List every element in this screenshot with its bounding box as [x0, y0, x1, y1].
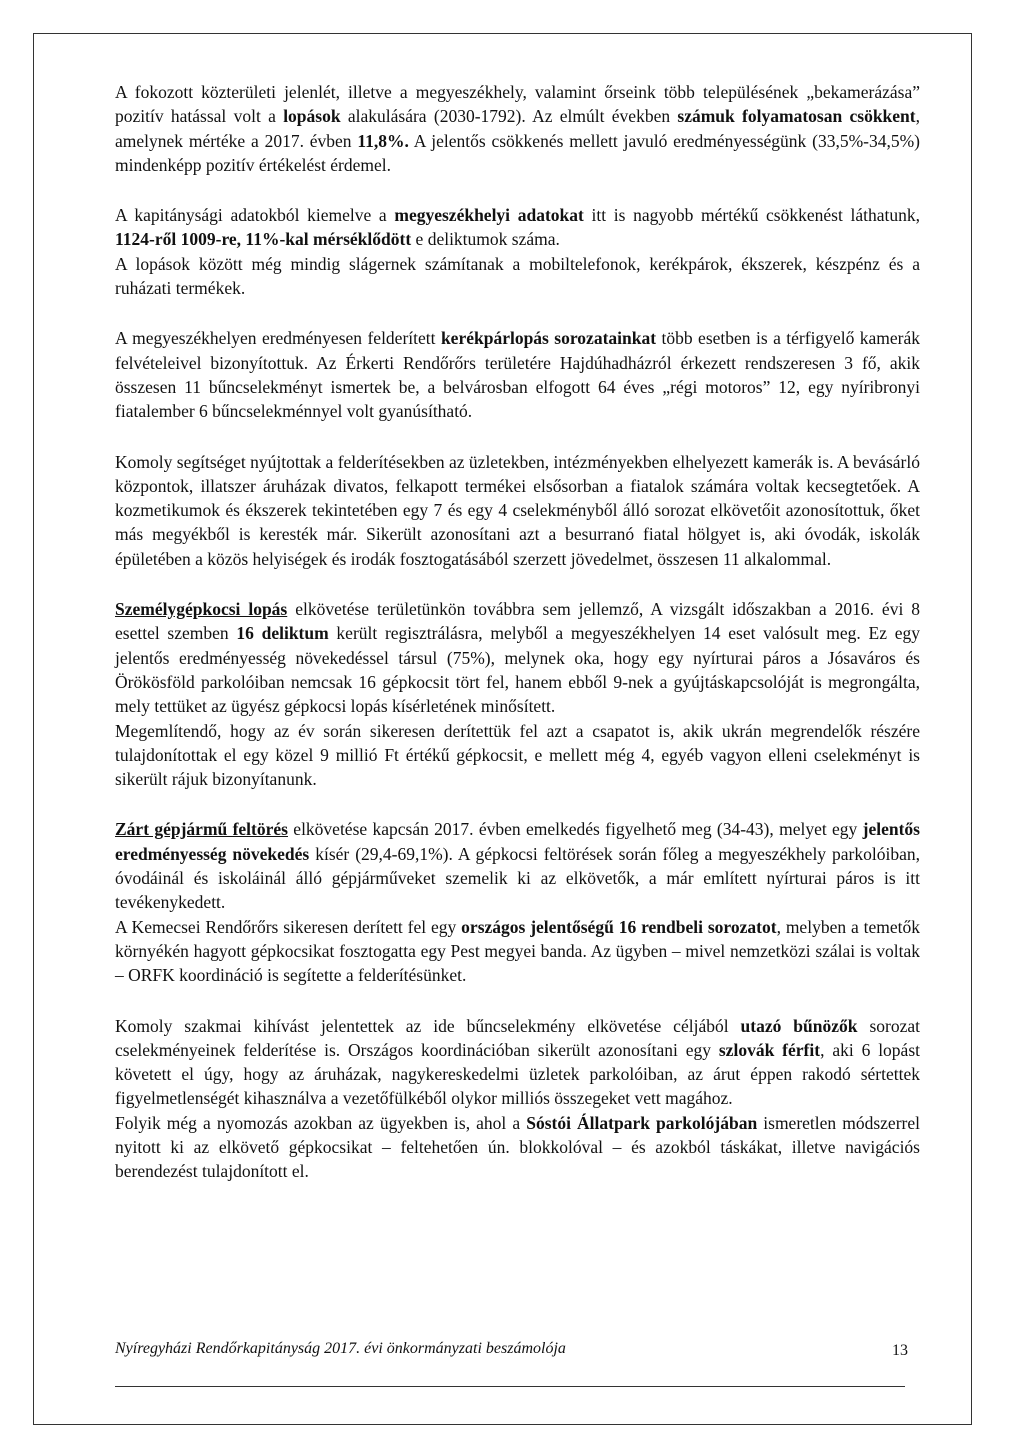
- paragraph-vehicle-breakin: Zárt gépjármű feltörés elkövetése kapcsán 2017. évben emelkedés figyelhető meg (34-43), melyet egy jelentős eredményesség növekedés kísér (29,4-69,1%). A gépkocsi feltörések során főleg a megyeszékhely parkolóiban, óvodáinál és iskoláinál álló gépjárműveket szemelik ki az elkövetők, a már említett nyírturai páros is itt tevékenykedett.: [115, 819, 920, 913]
- paragraph-travelling-criminals: Komoly szakmai kihívást jelentettek az ide bűncselekmény elkövetése céljából utazó bűnözők sorozat cselekményeinek felderítése is. Országos koordinációban sikerült azonosítani egy szlovák férfit, aki 6 lopást követett el úgy, hogy az áruházak, nagykereskedelmi üzletek parkolóiban, az árut éppen rakodó sértettek figyelmetlenségét kihasználva a vezetőfülkéből olykor milliós összegeket vett magához.: [115, 1015, 920, 1109]
- paragraph-county-seat-data: A kapitánysági adatokból kiemelve a megyeszékhelyi adatokat itt is nagyobb mértékű csökkenést láthatunk, 1124-ről 1009-re, 11%-kal mérséklődött e deliktumok száma.: [115, 205, 920, 250]
- page-number: 13: [892, 1342, 908, 1359]
- paragraph-bicycle-thefts: A megyeszékhelyen eredményesen felderített kerékpárlopás sorozatainkat több esetben is a térfigyelő kamerák felvételeivel bizonyítottuk. Az Érkerti Rendőrőrs területére Hajdúhadházról érkezett rendszeresen 3 fő, akik összesen 11 bűncselekményt ismertek be, a belvárosban elfogott 64 éves „régi motoros” 12, egy nyíribronyi fiatalember 6 bűncselekménnyel volt gyanúsítható.: [115, 328, 920, 422]
- paragraph-thefts-overview: A fokozott közterületi jelenlét, illetve a megyeszékhely, valamint őrseink több településének „bekamerázása” pozitív hatással volt a lopások alakulására (2030-1792). Az elmúlt években számuk folyamatosan csökkent, amelynek mértéke a 2017. évben 11,8%. A jelentős csökkenés mellett javuló eredményességünk (33,5%-34,5%) mindenképp pozitív értékelést érdemel.: [115, 82, 920, 175]
- paragraph-car-theft-group: Megemlítendő, hogy az év során sikeresen derítettük fel azt a csapatot is, akik ukrán megrendelők részére tulajdonítottak el egy közel 9 millió Ft értékű gépkocsit, e mellett még 4, egyéb vagyon elleni cselekményt is sikerült rájuk bizonyítanunk.: [115, 720, 920, 790]
- heading-vehicle-breakin: Zárt gépjármű feltörés: [115, 819, 288, 840]
- paragraph-car-theft: Személygépkocsi lopás elkövetése területünkön továbbra sem jellemző, A vizsgált időszakban a 2016. évi 8 esettel szemben 16 deliktum került regisztrálásra, melyből a megyeszékhelyen 14 eset valósult meg. Ez egy jelentős eredményesség növekedéssel társul (75%), melynek oka, hogy egy nyírturai páros a Jósaváros és Örökösföld parkolóiban nemcsak 16 gépkocsit tört fel, hanem ebből 9-nek a gyújtáskapcsolóját is megrongálta, mely tettüket az ügyész gépkocsi lopás kísérletének minősített.: [115, 599, 920, 717]
- paragraph-kemecse-series: A Kemecsei Rendőrőrs sikeresen derített fel egy országos jelentőségű 16 rendbeli sorozatot, melyben a temetők környékén hagyott gépkocsikat fosztogatta egy Pest megyei banda. Az ügyben – mivel nemzetközi szálai is voltak – ORFK koordináció is segítette a felderítésünket.: [115, 916, 920, 986]
- footer-divider: [115, 1386, 905, 1387]
- paragraph-cameras: Komoly segítséget nyújtottak a felderítésekben az üzletekben, intézményekben elhelyezett kamerák is. A bevásárló központok, illatszer áruházak divatos, felkapott termékei elsősorban a fiatalok számára voltak kecsegtetőek. A kozmetikumok és ékszerek tekintetében egy 7 és egy 4 cselekményből álló sorozat elkövetőit azonosítottuk, őket más megyékből is keresték már. Sikerült azonosítani azt a besurranó fiatal hölgyet is, aki óvodák, iskolák épületében a közös helyiségek és irodák fosztogatásából szerzett jövedelmet, összesen 11 alkalommal.: [115, 451, 920, 569]
- paragraph-zoo-parking: Folyik még a nyomozás azokban az ügyekben is, ahol a Sóstói Állatpark parkolójában ismeretlen módszerrel nyitott ki az elkövető gépkocsikat – feltehetően ún. blokkolóval – és azokból táskákat, illetve navigációs berendezést tulajdonított el.: [115, 1112, 920, 1182]
- document-body: [115, 80, 920, 1210]
- heading-car-theft: Személygépkocsi lopás: [115, 599, 288, 620]
- paragraph-popular-items: A lopások között még mindig slágernek számítanak a mobiltelefonok, kerékpárok, ékszerek, készpénz és a ruházati termékek.: [115, 253, 920, 299]
- footer-title: Nyíregyházi Rendőrkapitányság 2017. évi önkormányzati beszámolója: [115, 1340, 566, 1357]
